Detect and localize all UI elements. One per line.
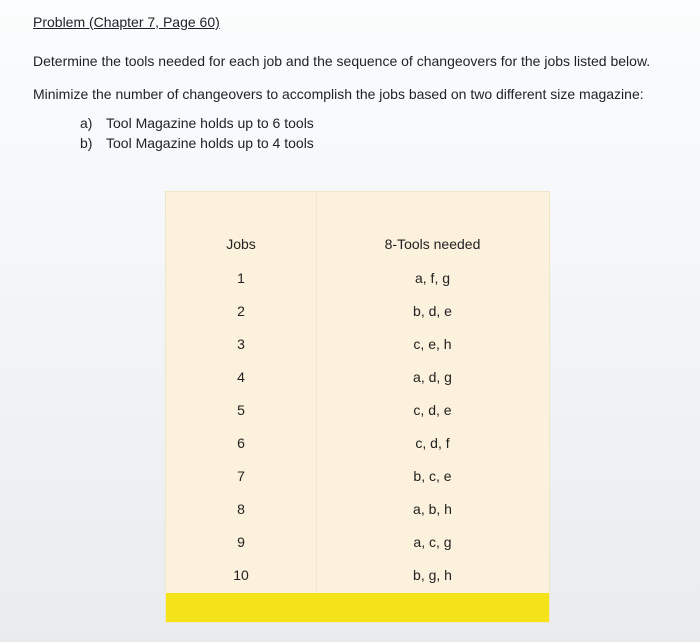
tools-list: b, g, h	[413, 567, 452, 583]
tools-list: a, d, g	[413, 369, 452, 385]
tools-list: c, d, f	[415, 435, 450, 451]
option-text: Tool Magazine holds up to 6 tools	[106, 115, 314, 131]
tools-list: b, d, e	[413, 303, 452, 319]
table-body	[166, 270, 549, 600]
header-tools-needed: 8-Tools needed	[384, 236, 481, 252]
tools-list: a, c, g	[413, 534, 452, 550]
tools-list: c, d, e	[413, 402, 452, 418]
option-item-b	[80, 133, 314, 153]
option-marker: b)	[80, 135, 93, 151]
table-row	[166, 501, 549, 534]
table-row	[166, 369, 549, 402]
table-row	[166, 303, 549, 336]
job-number: 5	[237, 402, 245, 418]
table-row	[166, 435, 549, 468]
job-number: 7	[237, 468, 245, 484]
tools-list: b, c, e	[413, 468, 452, 484]
highlight-bar	[166, 593, 549, 622]
table-row	[166, 270, 549, 303]
job-number: 3	[237, 336, 245, 352]
jobs-tools-table	[166, 192, 549, 622]
magazine-options-list	[80, 113, 314, 153]
job-number: 1	[237, 270, 245, 286]
option-item-a	[80, 113, 314, 133]
job-number: 9	[237, 534, 245, 550]
job-number: 2	[237, 303, 245, 319]
table-row	[166, 468, 549, 501]
problem-heading: Problem (Chapter 7, Page 60)	[33, 14, 220, 30]
tools-list: a, f, g	[414, 270, 451, 286]
tools-list: a, b, h	[413, 501, 452, 517]
option-marker: a)	[80, 115, 93, 131]
instruction-line-1: Determine the tools needed for each job and the sequence of changeovers for the jobs listed below.	[33, 53, 651, 69]
job-number: 6	[237, 435, 245, 451]
table-row	[166, 336, 549, 369]
table-row	[166, 534, 549, 567]
header-jobs: Jobs	[226, 236, 256, 252]
tools-list: c, e, h	[413, 336, 452, 352]
instruction-line-2: Minimize the number of changeovers to accomplish the jobs based on two different size magazine:	[33, 86, 644, 102]
job-number: 10	[233, 567, 249, 583]
option-text: Tool Magazine holds up to 4 tools	[106, 135, 314, 151]
job-number: 8	[237, 501, 245, 517]
table-row	[166, 402, 549, 435]
job-number: 4	[237, 369, 245, 385]
